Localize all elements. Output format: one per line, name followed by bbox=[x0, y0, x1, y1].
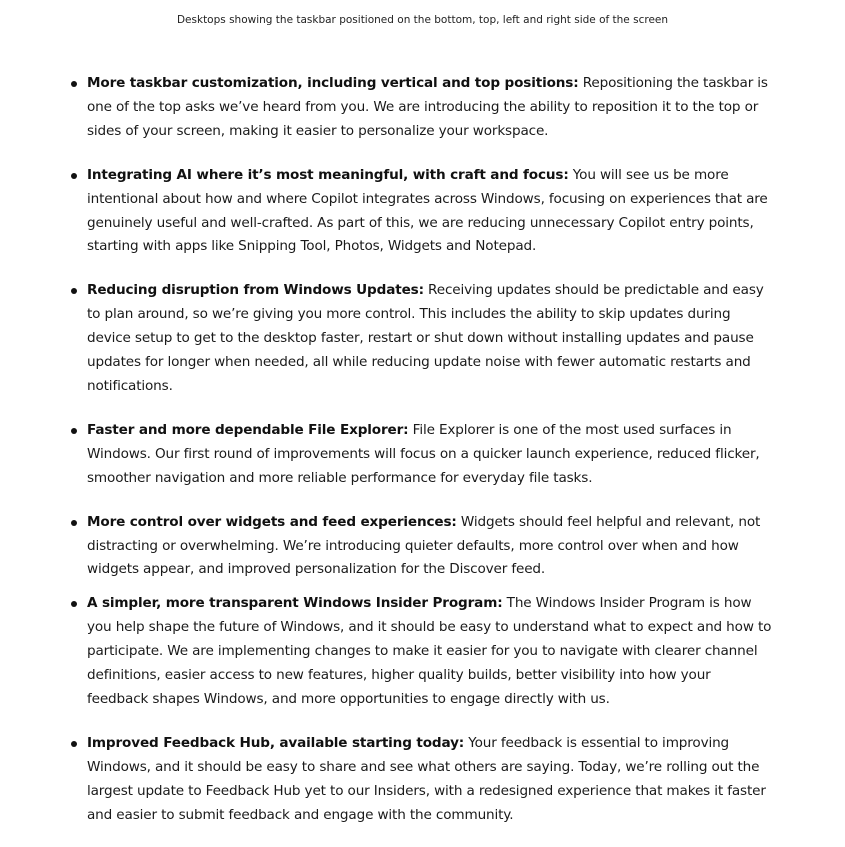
item-body: Your feedback is essential to improving Windows, and it should be easy to share and see what others are saying. Today, we’re rolling out the largest update to Feedback Hub yet to our Insiders, with a redesigned experience that makes it faster and easier to submit feedback and engage with the community. bbox=[87, 734, 766, 823]
item-body: You will see us be more intentional about how and where Copilot integrates across Windows, focusing on experiences that are genuinely useful and well-crafted. As part of this, we are reducing unnecessary Copilot entry points, starting with apps like Snipping Tool, Photos, Widgets and Notepad. bbox=[87, 166, 768, 255]
item-lead: More control over widgets and feed experiences: bbox=[87, 513, 457, 530]
item-lead: Faster and more dependable File Explorer: bbox=[87, 421, 409, 438]
feature-list bbox=[0, 72, 845, 847]
list-item-insider bbox=[0, 592, 845, 712]
list-item-widgets bbox=[0, 511, 845, 583]
item-body: File Explorer is one of the most used surfaces in Windows. Our first round of improvements will focus on a quicker launch experience, reduced flicker, smoother navigation and more reliable performance for everyday file tasks. bbox=[87, 421, 760, 486]
list-item-file-explorer bbox=[0, 419, 845, 491]
item-body: Widgets should feel helpful and relevant, not distracting or overwhelming. We’re introducing quieter defaults, more control over when and how widgets appear, and improved personalization for the Discover feed. bbox=[87, 513, 761, 578]
list-item-updates bbox=[0, 279, 845, 399]
list-item-taskbar bbox=[0, 72, 845, 144]
bullet-icon bbox=[71, 81, 77, 87]
item-lead: Reducing disruption from Windows Updates: bbox=[87, 282, 424, 299]
bullet-icon bbox=[71, 601, 77, 607]
bullet-icon bbox=[71, 741, 77, 747]
item-body: Receiving updates should be predictable and easy to plan around, so we’re giving you more control. This includes the ability to skip updates during device setup to get to the desktop faster, restart or shut down without installing updates and pause updates for longer when needed, all while reducing update noise with fewer automatic restarts and notifications. bbox=[87, 282, 764, 394]
bullet-icon bbox=[71, 520, 77, 526]
bullet-icon bbox=[71, 288, 77, 294]
item-lead: Integrating AI where it’s most meaningful, with craft and focus: bbox=[87, 166, 569, 183]
list-item-ai bbox=[0, 164, 845, 260]
item-lead: Improved Feedback Hub, available starting today: bbox=[87, 734, 465, 751]
list-item-feedback-hub bbox=[0, 732, 845, 828]
image-caption: Desktops showing the taskbar positioned on the bottom, top, left and right side of the screen bbox=[176, 14, 669, 26]
item-lead: More taskbar customization, including vertical and top positions: bbox=[87, 75, 579, 91]
item-body: The Windows Insider Program is how you help shape the future of Windows, and it should be easy to understand what to expect and how to participate. We are implementing changes to make it easier for you to navigate with clearer channel definitions, easier access to new features, higher quality builds, better visibility into how your feedback shapes Windows, and more opportunities to engage directly with us. bbox=[87, 595, 772, 707]
item-lead: A simpler, more transparent Windows Insider Program: bbox=[87, 595, 503, 612]
item-body: Repositioning the taskbar is one of the top asks we’ve heard from you. We are introducing the ability to reposition it to the top or sides of your screen, making it easier to personalize your workspace. bbox=[87, 75, 768, 139]
bullet-icon bbox=[71, 428, 77, 434]
bullet-icon bbox=[71, 173, 77, 179]
